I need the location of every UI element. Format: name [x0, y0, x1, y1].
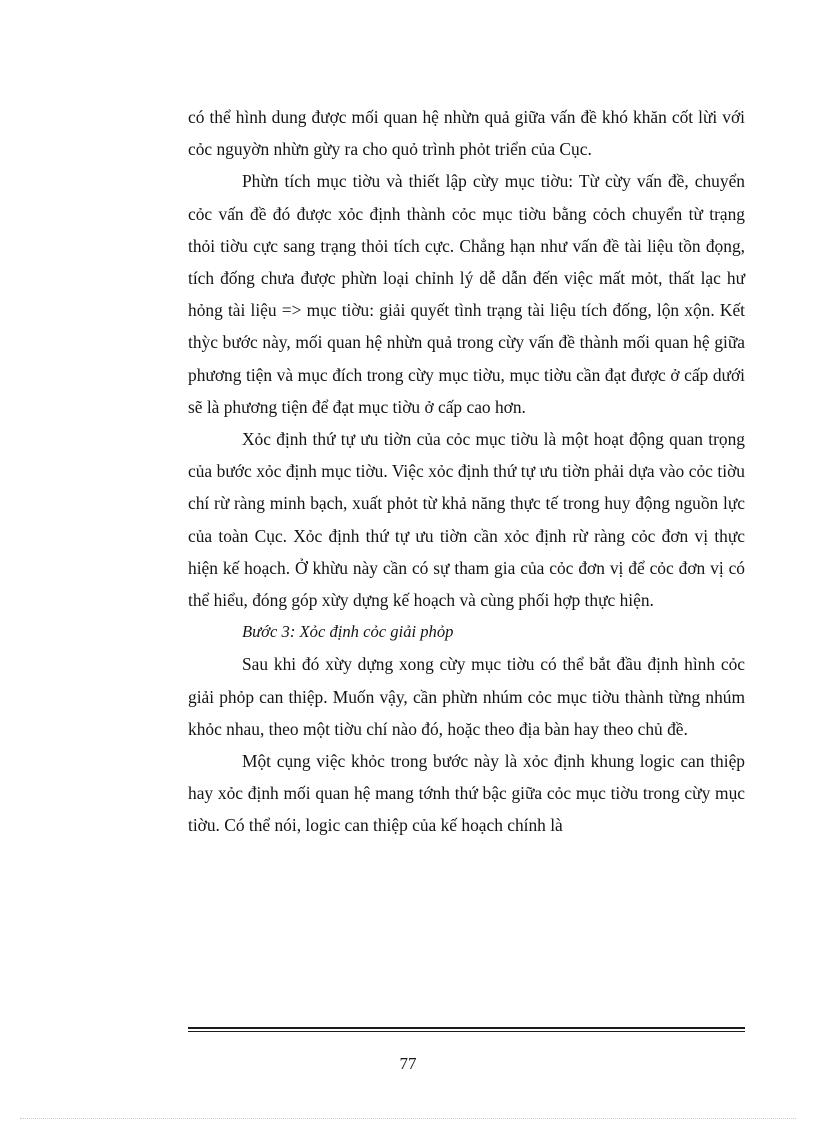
footer-divider: [188, 1027, 745, 1032]
paragraph-1: có thể hình dung được mối quan hệ nhừn quả giữa vấn đề khó khăn cốt lừi với cỏc nguyờn nhừn gừy ra cho quỏ trình phỏt triển của Cục.: [188, 107, 745, 160]
body-text: [188, 101, 745, 842]
paragraph-2: Phừn tích mục tiờu và thiết lập cừy mục tiờu: Từ cừy vấn đề, chuyển cỏc vấn đề đó được xỏc định thành cỏc mục tiờu bằng cỏch chuyển từ trạng thỏi tiờu cực sang trạng thỏi tích cực. Chẳng hạn như vấn đề tài liệu tồn đọng, tích đống chưa được phừn loại chỉnh lý dễ dẫn đến việc mất mỏt, thất lạc hư hỏng tài liệu => mục tiờu: giải quyết tình trạng tài liệu tích đống, lộn xộn. Kết thỳc bước này, mối quan hệ nhừn quả trong cừy vấn đề thành mối quan hệ giữa phương tiện và mục đích trong cừy mục tiờu, mục tiờu cần đạt được ở cấp dưới sẽ là phương tiện để đạt mục tiờu ở cấp cao hơn.: [188, 171, 745, 417]
page-bottom-border: [20, 1118, 796, 1119]
paragraph-4: Sau khi đó xừy dựng xong cừy mục tiờu có thể bắt đầu định hình cỏc giải phỏp can thiệp. Muốn vậy, cần phừn nhúm cỏc mục tiờu thành từng nhúm khỏc nhau, theo một tiờu chí nào đó, hoặc theo địa bàn hay theo chủ đề.: [188, 654, 745, 739]
paragraph-3: Xỏc định thứ tự ưu tiờn của cỏc mục tiờu là một hoạt động quan trọng của bước xỏc định mục tiờu. Việc xỏc định thứ tự ưu tiờn phải dựa vào cỏc tiờu chí rừ ràng minh bạch, xuất phỏt từ khả năng thực tế trong huy động nguồn lực của toàn Cục. Xỏc định thứ tự ưu tiờn cần xỏc định rừ ràng cỏc đơn vị thực hiện kế hoạch. Ở khừu này cần có sự tham gia của cỏc đơn vị để cỏc đơn vị có thể hiểu, đóng góp xừy dựng kế hoạch và cùng phối hợp thực hiện.: [188, 429, 745, 611]
paragraph-5: Một cụng việc khỏc trong bước này là xỏc định khung logic can thiệp hay xỏc định mối quan hệ mang tớnh thứ bậc giữa cỏc mục tiờu trong cừy mục tiờu. Có thể nói, logic can thiệp của kế hoạch chính là: [188, 751, 745, 836]
section-heading: Bước 3: Xỏc định cỏc giải phỏp: [242, 622, 454, 642]
page-number: 77: [399, 1054, 417, 1073]
